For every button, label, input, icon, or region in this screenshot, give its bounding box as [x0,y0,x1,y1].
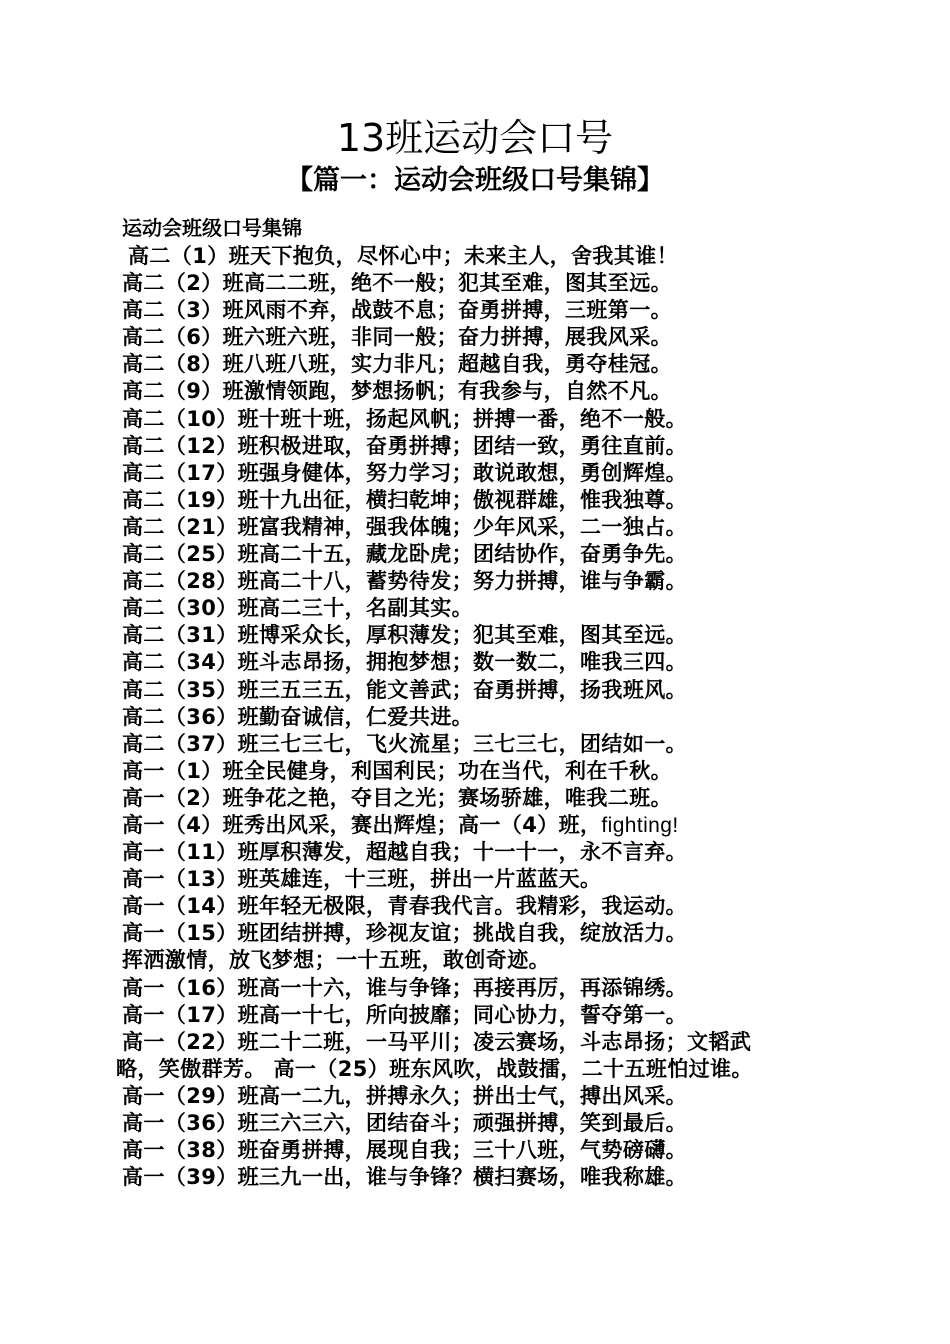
slogan-text: 高二（6）班六班六班，非同一般；奋力拼搏，展我风采。 [122,325,673,350]
slogan-line [122,975,832,1002]
slogan-text: 略，笑傲群芳。 高一（25）班东风吹，战鼓擂，二十五班怕过谁。 [116,1056,753,1081]
slogan-list [116,243,832,1191]
slogan-line [122,324,832,351]
slogan-text: 高一（36）班三六三六，团结奋斗；顽强拼搏，笑到最后。 [122,1111,688,1135]
slogan-line [122,785,832,812]
slogan-text: 高二（36）班勤奋诚信，仁爱共进。 [122,704,474,729]
slogan-line [122,839,832,866]
slogan-line [122,920,832,947]
slogan-text: 高一（13）班英雄连，十三班，拼出一片蓝蓝天。 [122,867,602,892]
slogan-text: 高一（29）班高一二九，拼搏永久；拼出士气，搏出风采。 [122,1083,688,1108]
slogan-line [122,487,832,514]
slogan-line [122,568,832,595]
slogan-text: 高一（39）班三九一出，谁与争锋？横扫赛场，唯我称雄。 [122,1165,688,1190]
slogan-text: 高二（8）班八班八班，实力非凡；超越自我，勇夺桂冠。 [122,352,673,377]
slogan-line [122,378,832,405]
slogan-line [122,1029,832,1056]
slogan-text: 高二（10）班十班十班，扬起风帆；拼搏一番，绝不一般。 [122,406,688,431]
slogan-line [122,893,832,920]
slogan-text: 高二（25）班高二十五，藏龙卧虎；团结协作，奋勇争先。 [122,542,688,567]
fighting-text: fighting! [601,813,679,837]
slogan-text: 高二（2）班高二二班，绝不一般；犯其至难，图其至远。 [122,271,673,296]
slogan-text: 高一（16）班高一十六，谁与争锋；再接再厉，再添锦绣。 [122,975,688,1000]
slogan-line [122,514,832,541]
slogan-line [122,704,832,731]
slogan-text: 高一（22）班二十二班，一马平川；凌云赛场，斗志昂扬；文韬武 [122,1029,752,1054]
slogan-text: 高二（17）班强身健体，努力学习；敢说敢想，勇创辉煌。 [122,460,688,485]
slogan-text: 高二（21）班富我精神，强我体魄；少年风采，二一独占。 [122,514,688,539]
slogan-line [122,406,832,433]
slogan-line [122,460,832,487]
slogan-text: 高一（38）班奋勇拼搏，展现自我；三十八班，气势磅礴。 [122,1138,688,1163]
slogan-line [122,812,832,839]
slogan-line [122,1002,832,1029]
slogan-text: 挥洒激情，放飞梦想；一十五班，敢创奇迹。 [122,948,550,973]
slogan-line [122,270,832,297]
document-title: 13班运动会口号 [336,116,614,160]
slogan-line [122,649,832,676]
slogan-text: 高二（1）班天下抱负，尽怀心中；未来主人，舍我其谁！ [128,244,679,268]
slogan-text: 高二（28）班高二十八，蓄势待发；努力拼搏，谁与争霸。 [122,569,688,594]
slogan-line [122,677,832,704]
slogan-text: 高二（19）班十九出征，横扫乾坤；傲视群雄，惟我独尊。 [122,487,688,512]
slogan-line [122,1110,832,1137]
slogan-text: 高二（31）班博采众长，厚积薄发；犯其至难，图其至远。 [122,623,688,648]
slogan-line [122,541,832,568]
slogan-text: 高二（34）班斗志昂扬，拥抱梦想；数一数二，唯我三四。 [122,650,688,675]
section-heading: 运动会班级口号集锦 [122,216,302,240]
slogan-text: 高一（14）班年轻无极限，青春我代言。我精彩，我运动。 [122,894,688,919]
slogan-line [122,1083,832,1110]
slogan-line [122,1164,832,1191]
document-subtitle: 【篇一：运动会班级口号集锦】 [286,165,664,196]
slogan-text: 高二（35）班三五三五，能文善武；奋勇拼搏，扬我班风。 [122,677,688,702]
slogan-text: 高一（1）班全民健身，利国利民；功在当代，利在千秋。 [122,758,673,783]
slogan-line [122,433,832,460]
slogan-line [122,243,832,270]
slogan-line [122,758,832,785]
slogan-text: 高一（15）班团结拼搏，珍视友谊；挑战自我，绽放活力。 [122,921,688,946]
slogan-line [122,297,832,324]
slogan-line [122,1137,832,1164]
slogan-line [122,622,832,649]
slogan-text: 高一（4）班秀出风采，赛出辉煌；高一（4）班， [122,812,602,837]
slogan-line [122,866,832,893]
slogan-text: 高二（9）班激情领跑，梦想扬帆；有我参与，自然不凡。 [122,379,673,404]
slogan-text: 高二（12）班积极进取，奋勇拼搏；团结一致，勇往直前。 [122,433,688,458]
slogan-line [122,595,832,622]
slogan-text: 高一（11）班厚积薄发，超越自我；十一十一，永不言弃。 [122,840,688,865]
slogan-text: 高二（37）班三七三七，飞火流星；三七三七，团结如一。 [122,731,688,756]
slogan-text: 高一（2）班争花之艳，夺目之光；赛场骄雄，唯我二班。 [122,785,673,810]
slogan-text: 高二（30）班高二三十，名副其实。 [122,596,474,621]
slogan-line [122,351,832,378]
slogan-text: 高二（3）班风雨不弃，战鼓不息；奋勇拼搏，三班第一。 [122,298,673,323]
slogan-line [122,947,832,974]
slogan-line [122,731,832,758]
slogan-line [116,1056,832,1083]
slogan-text: 高一（17）班高一十七，所向披靡；同心协力，誓夺第一。 [122,1002,688,1027]
